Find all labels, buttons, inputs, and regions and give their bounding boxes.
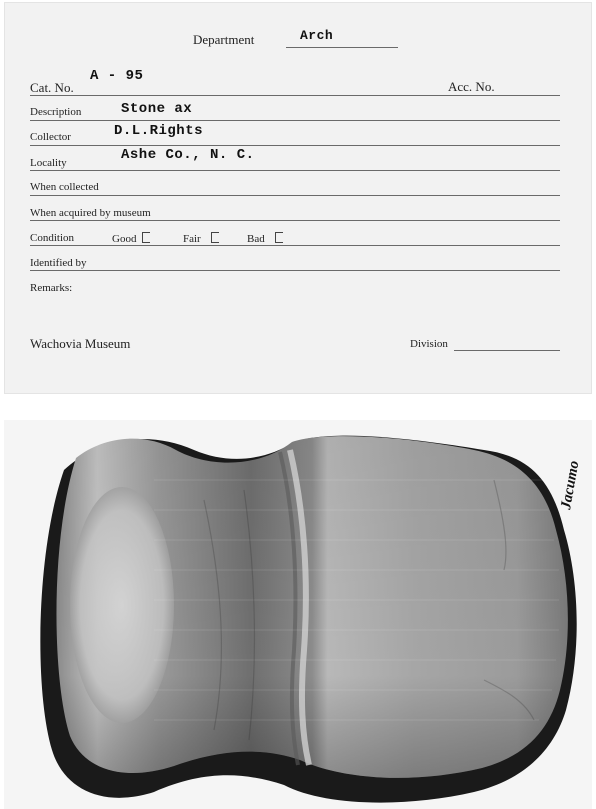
when-acquired-rule (30, 220, 560, 221)
condition-good-label: Good (112, 233, 137, 245)
locality-rule (30, 170, 560, 171)
description-label: Description (30, 106, 82, 118)
collector-label: Collector (30, 131, 71, 143)
identified-rule (30, 270, 560, 271)
catno-value: A - 95 (90, 68, 144, 84)
condition-bad (247, 232, 283, 245)
condition-good-checkbox (142, 232, 150, 243)
catno-label: Cat. No. (30, 80, 74, 95)
ax-butt (70, 487, 174, 723)
condition-bad-checkbox (275, 232, 283, 243)
condition-rule (30, 245, 560, 246)
division-rule (454, 350, 560, 351)
catno-rule (30, 95, 560, 96)
collector-rule (30, 145, 560, 146)
description-rule (30, 120, 560, 121)
museum-label: Wachovia Museum (30, 336, 131, 351)
identified-label: Identified by (30, 257, 87, 269)
division-label: Division (410, 338, 448, 350)
collector-value: D.L.Rights (114, 123, 204, 139)
stone-ax-image (4, 420, 592, 809)
department-rule (286, 47, 398, 48)
locality-label: Locality (30, 157, 67, 169)
condition-good (112, 232, 150, 245)
condition-fair-label: Fair (183, 233, 201, 245)
signature: Jacumo (558, 459, 583, 511)
accno-label: Acc. No. (448, 79, 495, 94)
condition-fair (183, 232, 219, 245)
locality-value: Ashe Co., N. C. (121, 147, 255, 163)
condition-bad-label: Bad (247, 233, 265, 245)
department-label: Department (193, 32, 255, 47)
stone-ax-photo (4, 420, 592, 809)
remarks-label: Remarks: (30, 282, 73, 294)
when-collected-rule (30, 195, 560, 196)
condition-fair-checkbox (211, 232, 219, 243)
when-acquired-label: When acquired by museum (30, 207, 151, 219)
department-value: Arch (300, 28, 334, 43)
condition-label: Condition (30, 232, 75, 244)
when-collected-label: When collected (30, 181, 99, 193)
description-value: Stone ax (121, 101, 193, 117)
catalog-card (4, 2, 592, 394)
